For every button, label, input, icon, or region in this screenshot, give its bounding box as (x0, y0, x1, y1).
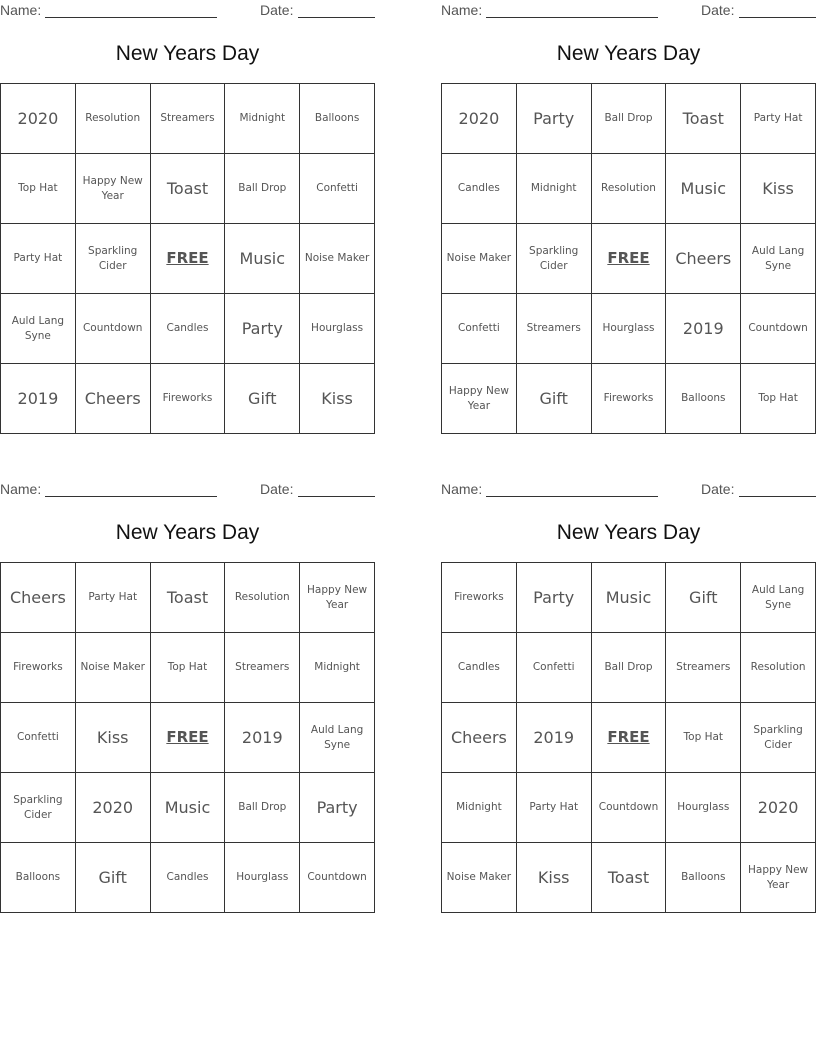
bingo-cell[interactable]: Auld Lang Syne (741, 563, 816, 633)
bingo-cell[interactable]: Countdown (76, 294, 151, 364)
name-label: Name: (0, 2, 42, 18)
bingo-cell[interactable]: Cheers (442, 703, 517, 773)
card-title: New Years Day (115, 521, 260, 544)
bingo-cell[interactable]: Happy New Year (76, 154, 151, 224)
bingo-cell[interactable]: Cheers (1, 563, 76, 633)
bingo-cell[interactable]: Resolution (592, 154, 667, 224)
bingo-cell[interactable]: Candles (151, 294, 226, 364)
card-header (0, 479, 375, 501)
bingo-cell[interactable]: Auld Lang Syne (741, 224, 816, 294)
bingo-cell[interactable]: Gift (225, 364, 300, 434)
name-label: Name: (441, 2, 483, 18)
bingo-cell[interactable]: Top Hat (1, 154, 76, 224)
bingo-cell[interactable]: Resolution (741, 633, 816, 703)
card-header (441, 479, 816, 501)
bingo-grid (441, 83, 816, 434)
date-label: Date: (701, 2, 735, 18)
name-label: Name: (0, 481, 42, 497)
bingo-cell[interactable]: Top Hat (151, 633, 226, 703)
bingo-cell[interactable]: Hourglass (666, 773, 741, 843)
bingo-cell[interactable]: Confetti (442, 294, 517, 364)
bingo-cell[interactable]: Noise Maker (76, 633, 151, 703)
name-field-line[interactable] (45, 17, 217, 18)
bingo-card-1 (0, 0, 375, 436)
bingo-cell[interactable]: 2019 (1, 364, 76, 434)
bingo-cell[interactable]: Cheers (76, 364, 151, 434)
bingo-cell[interactable]: Candles (442, 633, 517, 703)
date-field-line[interactable] (298, 17, 375, 18)
free-space[interactable]: FREE (151, 224, 226, 294)
bingo-cell[interactable]: 2019 (666, 294, 741, 364)
bingo-cell[interactable]: Gift (76, 843, 151, 913)
bingo-cell[interactable]: Party (517, 84, 592, 154)
bingo-cell[interactable]: 2020 (1, 84, 76, 154)
bingo-cell[interactable]: Sparkling Cider (741, 703, 816, 773)
bingo-grid (0, 562, 375, 913)
bingo-cell[interactable]: Gift (517, 364, 592, 434)
date-field-line[interactable] (298, 496, 375, 497)
card-title: New Years Day (556, 42, 701, 65)
bingo-cell[interactable]: Happy New Year (442, 364, 517, 434)
bingo-cell[interactable]: Kiss (517, 843, 592, 913)
bingo-cell[interactable]: Party (517, 563, 592, 633)
name-label: Name: (441, 481, 483, 497)
bingo-cell[interactable]: Kiss (300, 364, 375, 434)
bingo-cell[interactable]: Cheers (666, 224, 741, 294)
bingo-cell[interactable]: 2019 (517, 703, 592, 773)
bingo-cell[interactable]: Hourglass (225, 843, 300, 913)
bingo-card-4 (441, 479, 816, 915)
bingo-cell[interactable]: Ball Drop (592, 633, 667, 703)
date-label: Date: (260, 481, 294, 497)
bingo-cell[interactable]: Party Hat (76, 563, 151, 633)
card-title: New Years Day (115, 42, 260, 65)
bingo-cell[interactable]: Toast (666, 84, 741, 154)
bingo-cell[interactable]: Music (151, 773, 226, 843)
bingo-card-3 (0, 479, 375, 915)
free-space[interactable]: FREE (592, 224, 667, 294)
bingo-cell[interactable]: Party Hat (741, 84, 816, 154)
bingo-cell[interactable]: Midnight (225, 84, 300, 154)
bingo-cell[interactable]: Countdown (592, 773, 667, 843)
bingo-cell[interactable]: Midnight (300, 633, 375, 703)
bingo-cell[interactable]: Streamers (151, 84, 226, 154)
bingo-cell[interactable]: 2020 (76, 773, 151, 843)
bingo-cell[interactable]: Streamers (666, 633, 741, 703)
bingo-cell[interactable]: Fireworks (1, 633, 76, 703)
bingo-cell[interactable]: Music (592, 563, 667, 633)
bingo-cell[interactable]: Hourglass (592, 294, 667, 364)
bingo-cell[interactable]: Confetti (1, 703, 76, 773)
bingo-cell[interactable]: Kiss (76, 703, 151, 773)
date-field-line[interactable] (739, 496, 816, 497)
bingo-cell[interactable]: Music (666, 154, 741, 224)
bingo-cell[interactable]: Noise Maker (442, 843, 517, 913)
free-space[interactable]: FREE (592, 703, 667, 773)
bingo-cell[interactable]: Happy New Year (741, 843, 816, 913)
bingo-cell[interactable]: Streamers (225, 633, 300, 703)
bingo-cell[interactable]: Balloons (666, 843, 741, 913)
bingo-cell[interactable]: Auld Lang Syne (1, 294, 76, 364)
bingo-cell[interactable]: Ball Drop (225, 154, 300, 224)
bingo-cell[interactable]: Sparkling Cider (76, 224, 151, 294)
bingo-cell[interactable]: Balloons (1, 843, 76, 913)
bingo-cell[interactable]: 2020 (442, 84, 517, 154)
bingo-cell[interactable]: Midnight (517, 154, 592, 224)
card-header (0, 0, 375, 22)
bingo-cell[interactable]: Sparkling Cider (1, 773, 76, 843)
bingo-cell[interactable]: Resolution (76, 84, 151, 154)
bingo-cell[interactable]: Toast (151, 563, 226, 633)
bingo-cell[interactable]: Music (225, 224, 300, 294)
bingo-cell[interactable]: Fireworks (592, 364, 667, 434)
card-header (441, 0, 816, 22)
bingo-cell[interactable]: Kiss (741, 154, 816, 224)
bingo-grid (0, 83, 375, 434)
bingo-cell[interactable]: Midnight (442, 773, 517, 843)
free-space[interactable]: FREE (151, 703, 226, 773)
bingo-cell[interactable]: Streamers (517, 294, 592, 364)
bingo-cell[interactable]: Party (225, 294, 300, 364)
bingo-cell[interactable]: Happy New Year (300, 563, 375, 633)
name-field-line[interactable] (486, 496, 658, 497)
bingo-cell[interactable]: Party Hat (517, 773, 592, 843)
bingo-cell[interactable]: Fireworks (151, 364, 226, 434)
bingo-cell[interactable]: Candles (442, 154, 517, 224)
card-title: New Years Day (556, 521, 701, 544)
bingo-card-2 (441, 0, 816, 436)
date-label: Date: (260, 2, 294, 18)
bingo-cell[interactable]: Hourglass (300, 294, 375, 364)
bingo-cell[interactable]: Balloons (300, 84, 375, 154)
bingo-cell[interactable]: 2020 (741, 773, 816, 843)
bingo-cell[interactable]: Countdown (741, 294, 816, 364)
date-field-line[interactable] (739, 17, 816, 18)
bingo-cell[interactable]: Countdown (300, 843, 375, 913)
date-label: Date: (701, 481, 735, 497)
bingo-cell[interactable]: Fireworks (442, 563, 517, 633)
bingo-cell[interactable]: Toast (151, 154, 226, 224)
bingo-cell[interactable]: Ball Drop (225, 773, 300, 843)
bingo-cell[interactable]: Resolution (225, 563, 300, 633)
bingo-cell[interactable]: Auld Lang Syne (300, 703, 375, 773)
bingo-cell[interactable]: Balloons (666, 364, 741, 434)
bingo-cell[interactable]: Confetti (300, 154, 375, 224)
bingo-cell[interactable]: Noise Maker (442, 224, 517, 294)
bingo-cell[interactable]: Party (300, 773, 375, 843)
bingo-cell[interactable]: Gift (666, 563, 741, 633)
bingo-cell[interactable]: 2019 (225, 703, 300, 773)
bingo-cell[interactable]: Toast (592, 843, 667, 913)
bingo-cell[interactable]: Top Hat (666, 703, 741, 773)
bingo-cell[interactable]: Confetti (517, 633, 592, 703)
name-field-line[interactable] (45, 496, 217, 497)
bingo-cell[interactable]: Sparkling Cider (517, 224, 592, 294)
name-field-line[interactable] (486, 17, 658, 18)
bingo-cell[interactable]: Noise Maker (300, 224, 375, 294)
bingo-cell[interactable]: Ball Drop (592, 84, 667, 154)
bingo-grid (441, 562, 816, 913)
bingo-cell[interactable]: Candles (151, 843, 226, 913)
bingo-cell[interactable]: Party Hat (1, 224, 76, 294)
bingo-cell[interactable]: Top Hat (741, 364, 816, 434)
